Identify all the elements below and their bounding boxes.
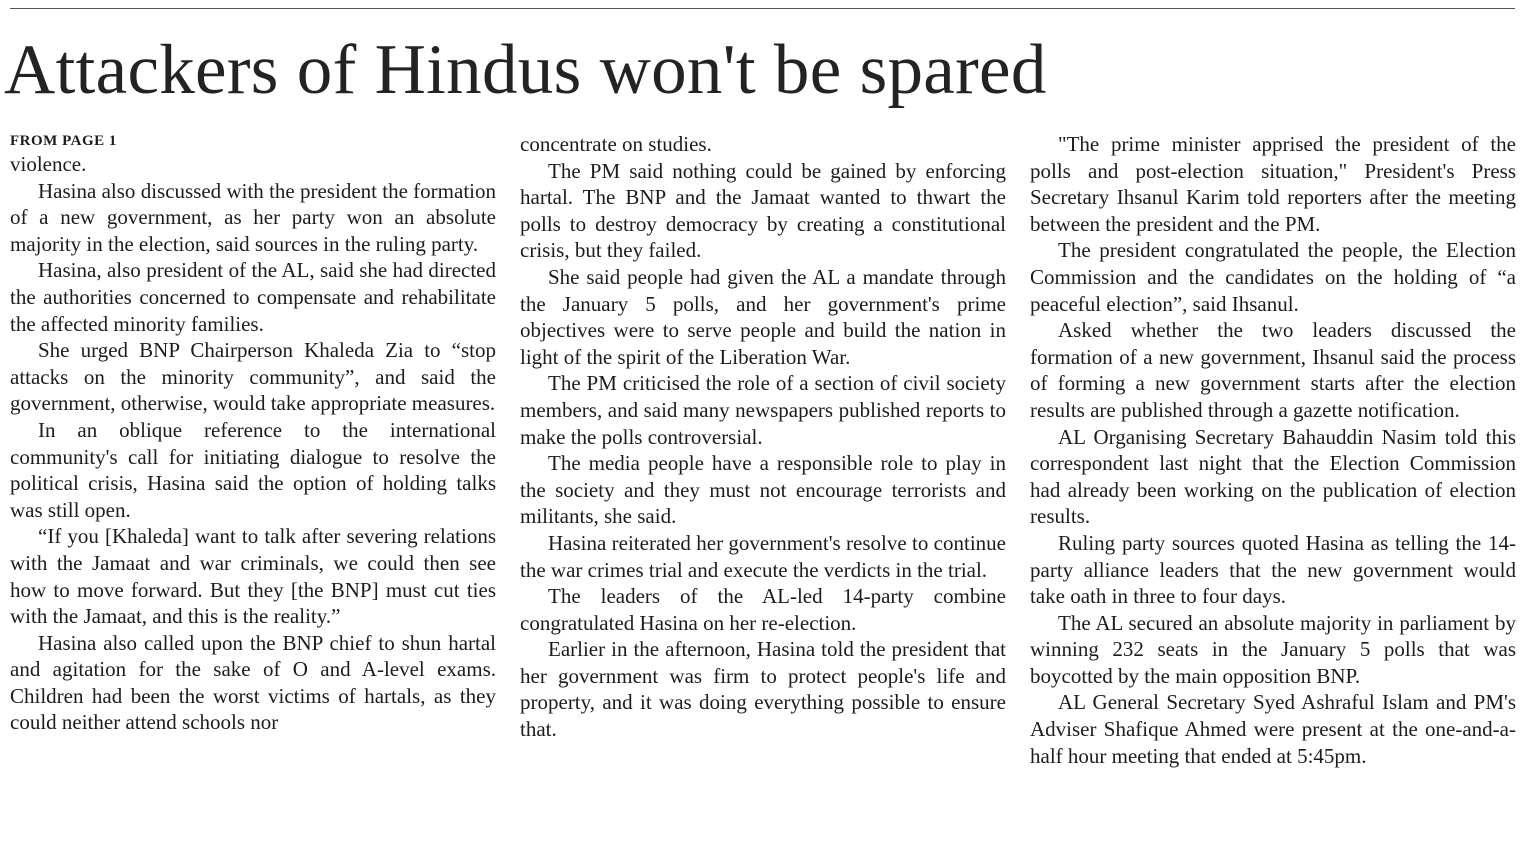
paragraph: The AL secured an absolute majority in parliament by winning 232 seats in the January 5 polls that was boycotted by the main opposition BNP. bbox=[1030, 610, 1516, 688]
paragraph: Asked whether the two leaders discussed the formation of a new government, Ihsanul said the process of forming a new government starts after the election results are published through a gazette notification. bbox=[1030, 318, 1516, 422]
article-column-2 bbox=[520, 131, 1006, 743]
paragraph: She urged BNP Chairperson Khaleda Zia to “stop attacks on the minority community”, and said the government, otherwise, would take appropriate measures. bbox=[10, 338, 496, 416]
paragraph: The leaders of the AL-led 14-party combine congratulated Hasina on her re-election. bbox=[520, 584, 1006, 635]
headline: Attackers of Hindus won't be spared bbox=[4, 31, 1047, 109]
paragraph: AL Organising Secretary Bahauddin Nasim told this correspondent last night that the Election Commission had already been working on the publication of election results. bbox=[1030, 424, 1516, 529]
paragraph: concentrate on studies. bbox=[520, 132, 712, 156]
paragraph: Ruling party sources quoted Hasina as telling the 14-party alliance leaders that the new government would take oath in three to four days. bbox=[1030, 530, 1516, 609]
paragraph: The PM said nothing could be gained by enforcing hartal. The BNP and the Jamaat wanted to thwart the polls to destroy democracy by creating a constitutional crisis, but they failed. bbox=[520, 158, 1006, 263]
paragraph: “If you [Khaleda] want to talk after severing relations with the Jamaat and war criminals, we could then see how to move forward. But they [the BNP] must cut ties with the Jamaat, and this is the reality.” bbox=[10, 524, 496, 629]
article-column-3 bbox=[1030, 131, 1516, 769]
paragraph: Hasina also discussed with the president the formation of a new government, as her party won an absolute majority in the election, said sources in the ruling party. bbox=[10, 178, 496, 256]
paragraph: "The prime minister apprised the president of the polls and post-election situation," President's Press Secretary Ihsanul Karim told reporters after the meeting between the president and the PM. bbox=[1030, 132, 1516, 236]
top-rule bbox=[10, 8, 1515, 9]
paragraph: Hasina, also president of the AL, said she had directed the authorities concerned to compensate and rehabilitate the affected minority families. bbox=[10, 258, 496, 336]
paragraph: The PM criticised the role of a section of civil society members, and said many newspapers published reports to make the polls controversial. bbox=[520, 371, 1006, 449]
paragraph: violence. bbox=[10, 152, 87, 176]
paragraph: Hasina also called upon the BNP chief to shun hartal and agitation for the sake of O and A-level exams. Children had been the worst victims of hartals, as they could neither attend schools nor bbox=[10, 630, 496, 735]
paragraph: She said people had given the AL a mandate through the January 5 polls, and her government's prime objectives were to serve people and build the nation in light of the spirit of the Liberation War. bbox=[520, 264, 1006, 369]
paragraph: AL General Secretary Syed Ashraful Islam and PM's Adviser Shafique Ahmed were present at the one-and-a-half hour meeting that ended at 5:45pm. bbox=[1030, 690, 1516, 768]
paragraph: The president congratulated the people, the Election Commission and the candidates on the holding of “a peaceful election”, said Ihsanul. bbox=[1030, 238, 1516, 316]
paragraph: The media people have a responsible role to play in the society and they must not encourage terrorists and militants, she said. bbox=[520, 451, 1006, 529]
paragraph: In an oblique reference to the international community's call for initiating dialogue to resolve the political crisis, Hasina said the option of holding talks was still open. bbox=[10, 417, 496, 522]
dateline: FROM PAGE 1 bbox=[10, 133, 117, 149]
paragraph: Hasina reiterated her government's resolve to continue the war crimes trial and execute the verdicts in the trial. bbox=[520, 530, 1006, 582]
paragraph: Earlier in the afternoon, Hasina told the president that her government was firm to protect people's life and property, and it was doing everything possible to ensure that. bbox=[520, 637, 1006, 742]
article-column-1 bbox=[10, 131, 496, 736]
